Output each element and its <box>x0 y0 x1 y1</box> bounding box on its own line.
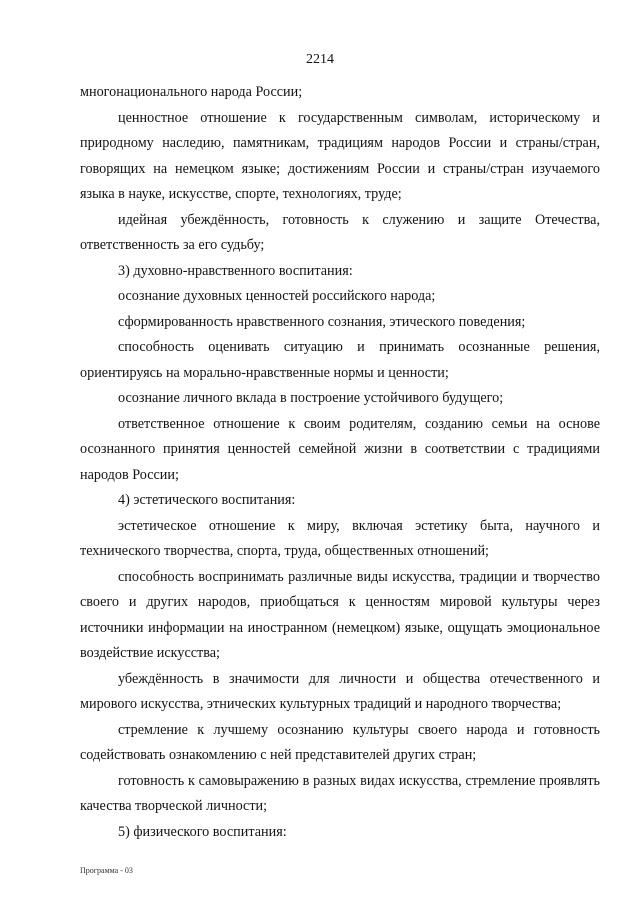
body-text <box>80 80 600 845</box>
paragraph: стремление к лучшему осознанию культуры своего народа и готовность содействовать ознакомлению с ней представителей других стран; <box>80 721 600 763</box>
paragraph: способность оценивать ситуацию и принимать осознанные решения, ориентируясь на морально-нравственные нормы и ценности; <box>80 339 600 381</box>
paragraph: эстетическое отношение к миру, включая эстетику быта, научного и технического творчества, спорта, труда, общественных отношений; <box>80 517 600 559</box>
paragraph: ценностное отношение к государственным символам, историческому и природному наследию, памятникам, традициям народов России и страны/стран, говорящих на немецком языке; достижениям России и страны/стран изучаемого языка в науке, искусстве, спорте, технологиях, труде; <box>80 109 600 202</box>
section-heading: 4) эстетического воспитания: <box>118 492 296 508</box>
paragraph: многонационального народа России; <box>80 84 303 100</box>
section-heading: 3) духовно-нравственного воспитания: <box>118 262 353 279</box>
page-number: 2214 <box>306 52 334 67</box>
page-footer: Программа - 03 <box>80 866 133 875</box>
paragraph: сформированность нравственного сознания, этического поведения; <box>118 313 526 330</box>
paragraph: готовность к самовыражению в разных видах искусства, стремление проявлять качества творческой личности; <box>80 772 600 814</box>
paragraph: способность воспринимать различные виды искусства, традиции и творчество своего и других народов, приобщаться к ценностям мировой культуры через источники информации на иностранном (немецком) языке, ощущать эмоциональное воздействие искусства; <box>80 568 600 661</box>
paragraph: ответственное отношение к своим родителям, созданию семьи на основе осознанного принятия ценностей семейной жизни в соответствии с традициями народов России; <box>80 415 600 483</box>
section-heading: 5) физического воспитания: <box>118 823 287 840</box>
paragraph: осознание личного вклада в построение устойчивого будущего; <box>118 390 504 406</box>
paragraph: убеждённость в значимости для личности и общества отечественного и мирового искусства, этнических культурных традиций и народного творчества; <box>80 670 600 712</box>
paragraph: осознание духовных ценностей российского народа; <box>118 288 436 304</box>
paragraph: идейная убеждённость, готовность к служению и защите Отечества, ответственность за его судьбу; <box>80 211 600 253</box>
